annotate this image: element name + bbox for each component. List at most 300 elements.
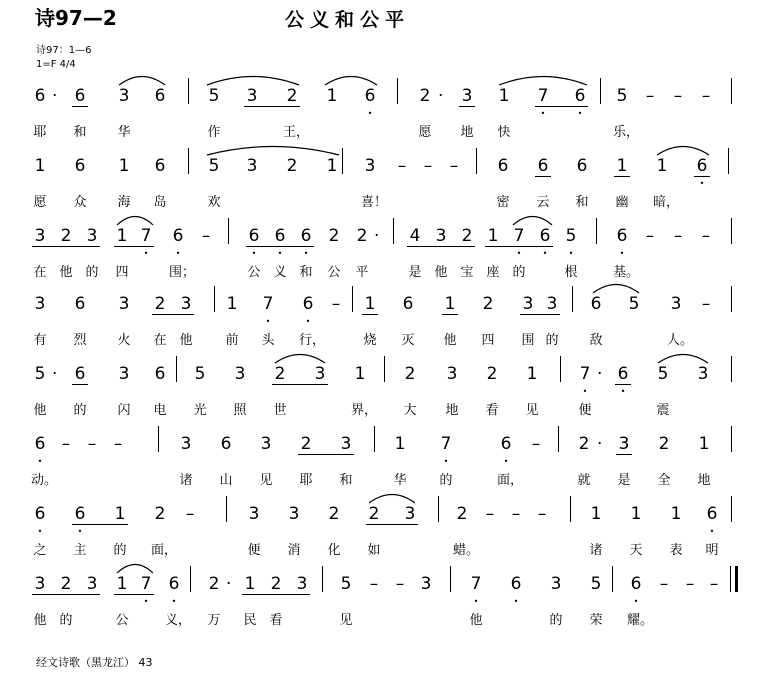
lyric-syllable: 荣 <box>589 613 603 628</box>
note-digit: 6 <box>539 226 551 246</box>
barline <box>558 426 559 452</box>
augmentation-dot: · <box>597 364 603 384</box>
lyric-syllable: 欢 <box>207 195 221 210</box>
eighth-beam <box>244 106 300 107</box>
note <box>587 504 605 524</box>
note-digit: 7 <box>140 226 152 246</box>
note <box>311 364 329 384</box>
lower-octave-dot: • <box>37 457 43 466</box>
footer-source: 经文诗歌（黑龙江） 43 <box>36 656 153 669</box>
augmentation-dot: · <box>52 364 58 384</box>
lyric-syllable: 围； <box>169 265 196 280</box>
note-digit: 5 <box>616 86 628 106</box>
lyric-syllable: 是 <box>617 473 631 488</box>
note <box>627 504 645 524</box>
lyric-syllable: 他 <box>59 265 73 280</box>
note-digit: 2 <box>461 226 473 246</box>
lyric-syllable: 见 <box>339 613 353 628</box>
lyric-syllable: 之 <box>33 543 47 558</box>
lower-octave-dot: • <box>473 597 479 606</box>
note-digit: 2 <box>419 86 431 106</box>
lyric-syllable: 消 <box>287 543 301 558</box>
extension-dash: – <box>645 226 655 246</box>
lower-octave-dot: • <box>709 527 715 536</box>
barline <box>572 286 573 312</box>
note <box>245 504 263 524</box>
note <box>325 504 343 524</box>
lyric-syllable: 耶 <box>33 125 47 140</box>
note-digit: 7 <box>513 226 525 246</box>
note <box>205 156 223 176</box>
lyric-syllable: 公 <box>247 265 261 280</box>
note <box>510 226 528 258</box>
note-digit: 3 <box>435 226 447 246</box>
note <box>519 294 537 314</box>
note-digit: 3 <box>314 364 326 384</box>
lyric-syllable: 根 <box>564 265 578 280</box>
note <box>653 156 671 176</box>
note <box>443 364 461 384</box>
note <box>361 86 379 118</box>
note <box>575 434 593 454</box>
note-digit: 6 <box>574 86 586 106</box>
note-digit: 3 <box>34 226 46 246</box>
note-digit: 1 <box>326 156 338 176</box>
note <box>325 226 343 246</box>
lyric-syllable: 前 <box>225 333 239 348</box>
lyric-syllable: 如 <box>367 543 381 558</box>
lyric-syllable: 和 <box>575 195 589 210</box>
extension-dash: – <box>531 434 541 454</box>
note-digit: 5 <box>657 364 669 384</box>
note <box>243 156 261 176</box>
lyrics-line-1 <box>0 124 760 148</box>
note-digit: 3 <box>461 86 473 106</box>
eighth-beam <box>32 594 100 595</box>
note-digit: 6 <box>220 434 232 454</box>
lyric-syllable: 幽 <box>615 195 629 210</box>
note-digit: 1 <box>354 364 366 384</box>
lower-octave-dot: • <box>251 249 257 258</box>
note <box>113 574 131 594</box>
lyric-syllable: 他 <box>33 613 47 628</box>
note <box>534 86 552 118</box>
note-digit: 5 <box>590 574 602 594</box>
note-digit: 1 <box>114 504 126 524</box>
note <box>283 86 301 106</box>
slur <box>274 350 326 364</box>
augmentation-dot: · <box>374 226 380 246</box>
lyric-syllable: 座 <box>486 265 500 280</box>
note <box>667 294 685 314</box>
note <box>571 86 589 118</box>
note-digit: 6 <box>154 86 166 106</box>
lyric-syllable: 他 <box>179 333 193 348</box>
note <box>151 86 169 106</box>
extension-dash: – <box>185 504 195 524</box>
lyric-syllable: 万 <box>207 613 221 628</box>
eighth-beam <box>520 314 560 315</box>
barline <box>438 496 439 522</box>
barline <box>352 286 353 312</box>
barline <box>158 426 159 452</box>
note <box>361 294 379 314</box>
lyric-syllable: 四 <box>115 265 129 280</box>
extension-dash: – <box>709 574 719 594</box>
note-digit: 6 <box>74 504 86 524</box>
note <box>165 574 183 606</box>
lyric-syllable: 和 <box>73 125 87 140</box>
eighth-beam <box>407 246 475 247</box>
note-digit: 6 <box>537 156 549 176</box>
lyric-syllable: 天 <box>629 543 643 558</box>
lower-octave-dot: • <box>540 109 546 118</box>
lyric-syllable: 诸 <box>179 473 193 488</box>
barline <box>393 218 394 244</box>
note <box>267 574 285 594</box>
eighth-beam <box>459 106 475 107</box>
lyric-syllable: 耀。 <box>627 613 654 628</box>
augmentation-dot: · <box>52 86 58 106</box>
note <box>71 294 89 314</box>
extension-dash: – <box>87 434 97 454</box>
slur <box>368 490 416 504</box>
lyric-syllable: 义， <box>165 613 192 628</box>
note-digit: 2 <box>274 364 286 384</box>
note <box>151 504 169 524</box>
note <box>243 86 261 106</box>
eighth-beam <box>366 524 418 525</box>
note <box>223 294 241 314</box>
note <box>484 226 502 246</box>
note <box>432 226 450 246</box>
note <box>613 226 631 258</box>
note <box>495 86 513 106</box>
note <box>177 434 195 454</box>
lyric-syllable: 民 <box>243 613 257 628</box>
lyric-syllable: 公 <box>327 265 341 280</box>
note-digit: 3 <box>260 434 272 454</box>
note-digit: 6 <box>630 574 642 594</box>
extension-dash: – <box>511 504 521 524</box>
note <box>406 226 424 246</box>
lyric-syllable: 王， <box>283 125 310 140</box>
extension-dash: – <box>331 294 341 314</box>
lyric-syllable: 公 <box>115 613 129 628</box>
barline <box>570 496 571 522</box>
barline <box>600 78 601 104</box>
note <box>31 86 49 106</box>
note-digit: 3 <box>86 226 98 246</box>
note-digit: 3 <box>180 294 192 314</box>
note <box>543 294 561 314</box>
lyric-syllable: 明 <box>705 543 719 558</box>
lyric-syllable: 山 <box>219 473 233 488</box>
eighth-beam <box>615 384 631 385</box>
note <box>31 364 49 384</box>
note <box>31 156 49 176</box>
note <box>323 156 341 176</box>
note <box>205 86 223 106</box>
note-digit: 6 <box>576 156 588 176</box>
lyric-syllable: 见 <box>259 473 273 488</box>
lyric-syllable: 的 <box>545 333 559 348</box>
note-digit: 2 <box>328 226 340 246</box>
lyric-syllable: 就 <box>577 473 591 488</box>
barline <box>226 496 227 522</box>
lyric-syllable: 地 <box>445 403 459 418</box>
note-digit: 6 <box>34 504 46 524</box>
note <box>83 226 101 246</box>
slur <box>206 72 300 86</box>
lyric-syllable: 义 <box>273 265 287 280</box>
note <box>245 226 263 258</box>
note <box>337 574 355 594</box>
note <box>625 294 643 314</box>
eighth-beam <box>72 384 88 385</box>
note <box>169 226 187 258</box>
barline <box>188 148 189 174</box>
barline <box>450 566 451 592</box>
note-digit: 6 <box>696 156 708 176</box>
note-digit: 6 <box>616 226 628 246</box>
note-digit: 3 <box>86 574 98 594</box>
note <box>115 156 133 176</box>
note-digit: 3 <box>340 434 352 454</box>
lower-octave-dot: • <box>620 387 626 396</box>
eighth-beam <box>614 176 630 177</box>
note-digit: 6 <box>74 364 86 384</box>
note-digit: 3 <box>446 364 458 384</box>
note <box>416 86 434 106</box>
note <box>113 226 131 246</box>
eighth-beam <box>362 314 378 315</box>
lyric-syllable: 在 <box>33 265 47 280</box>
lyrics-line-7 <box>0 542 760 566</box>
note <box>151 294 169 314</box>
note-digit: 6 <box>364 86 376 106</box>
notation-line-2 <box>0 156 760 188</box>
note <box>31 294 49 314</box>
eighth-beam <box>694 176 710 177</box>
note <box>587 294 605 314</box>
lyric-syllable: 快 <box>497 125 511 140</box>
note <box>391 434 409 454</box>
note-digit: 6 <box>510 574 522 594</box>
lyric-syllable: 的 <box>549 613 563 628</box>
lower-octave-dot: • <box>171 597 177 606</box>
augmentation-dot: · <box>438 86 444 106</box>
note-digit: 1 <box>226 294 238 314</box>
note-digit: 6 <box>172 226 184 246</box>
note <box>191 364 209 384</box>
note-digit: 5 <box>208 86 220 106</box>
note-digit: 2 <box>658 434 670 454</box>
lyric-syllable: 照 <box>233 403 247 418</box>
lower-octave-dot: • <box>503 457 509 466</box>
note-digit: 6 <box>74 86 86 106</box>
note-digit: 1 <box>526 364 538 384</box>
slur <box>116 212 154 226</box>
note-digit: 3 <box>670 294 682 314</box>
barline <box>228 218 229 244</box>
note-digit: 2 <box>356 226 368 246</box>
barline <box>612 566 613 592</box>
note-digit: 5 <box>340 574 352 594</box>
extension-dash: – <box>397 156 407 176</box>
lyric-syllable: 看 <box>485 403 499 418</box>
note-digit: 1 <box>630 504 642 524</box>
note <box>401 504 419 524</box>
lower-octave-dot: • <box>577 109 583 118</box>
note-digit: 5 <box>194 364 206 384</box>
note <box>587 574 605 594</box>
note <box>534 156 552 176</box>
barline <box>342 148 343 174</box>
note-digit: 3 <box>34 294 46 314</box>
note-digit: 1 <box>487 226 499 246</box>
note-digit: 2 <box>208 574 220 594</box>
lyric-syllable: 头 <box>261 333 275 348</box>
barline <box>188 78 189 104</box>
lyric-syllable: 基。 <box>613 265 640 280</box>
lower-octave-dot: • <box>277 249 283 258</box>
note-digit: 3 <box>522 294 534 314</box>
extension-dash: – <box>485 504 495 524</box>
eighth-beam <box>298 454 354 455</box>
lower-octave-dot: • <box>619 249 625 258</box>
lyric-syllable: 海 <box>117 195 131 210</box>
note-digit: 7 <box>537 86 549 106</box>
lyric-syllable: 四 <box>481 333 495 348</box>
note-digit: 5 <box>34 364 46 384</box>
lyric-syllable: 耶 <box>299 473 313 488</box>
note <box>177 294 195 314</box>
slur <box>206 142 340 156</box>
note <box>205 574 223 594</box>
note-digit: 3 <box>546 294 558 314</box>
barline <box>731 218 732 244</box>
lyrics-line-4 <box>0 332 760 356</box>
extension-dash: – <box>701 226 711 246</box>
lyric-syllable: 世 <box>273 403 287 418</box>
extension-dash: – <box>113 434 123 454</box>
eighth-beam <box>72 524 128 525</box>
extension-dash: – <box>369 574 379 594</box>
lyric-syllable: 行， <box>299 333 326 348</box>
lower-octave-dot: • <box>582 387 588 396</box>
note-digit: 6 <box>500 434 512 454</box>
note <box>299 294 317 326</box>
lyric-syllable: 地 <box>697 473 711 488</box>
note-digit: 6 <box>274 226 286 246</box>
lyric-syllable: 主 <box>73 543 87 558</box>
lyric-syllable: 地 <box>460 125 474 140</box>
note-digit: 6 <box>74 156 86 176</box>
note-digit: 1 <box>326 86 338 106</box>
note <box>151 364 169 384</box>
lyric-syllable: 的 <box>439 473 453 488</box>
note-digit: 1 <box>34 156 46 176</box>
lyric-syllable: 乐， <box>613 125 640 140</box>
notation-line-5 <box>0 364 760 396</box>
note-digit: 6 <box>300 226 312 246</box>
lyric-syllable: 火 <box>117 333 131 348</box>
barline <box>214 286 215 312</box>
lyric-syllable: 蜡。 <box>453 543 480 558</box>
extension-dash: – <box>537 504 547 524</box>
note <box>71 504 89 536</box>
lyric-syllable: 震 <box>656 403 670 418</box>
note <box>458 86 476 106</box>
note-digit: 7 <box>140 574 152 594</box>
note-digit: 2 <box>154 294 166 314</box>
note <box>115 364 133 384</box>
note <box>417 574 435 594</box>
lower-octave-dot: • <box>305 317 311 326</box>
note <box>573 156 591 176</box>
lyric-syllable: 敌 <box>589 333 603 348</box>
note <box>399 294 417 314</box>
note-digit: 3 <box>296 574 308 594</box>
note-digit: 3 <box>180 434 192 454</box>
extension-dash: – <box>673 86 683 106</box>
note <box>31 504 49 536</box>
eighth-beam <box>246 246 314 247</box>
note-digit: 6 <box>497 156 509 176</box>
note <box>483 364 501 384</box>
note <box>297 226 315 258</box>
note <box>293 574 311 594</box>
eighth-beam <box>272 384 328 385</box>
note-digit: 1 <box>656 156 668 176</box>
note-digit: 6 <box>168 574 180 594</box>
notation-line-3 <box>0 226 760 258</box>
extension-dash: – <box>659 574 669 594</box>
eighth-beam <box>242 594 310 595</box>
note <box>614 364 632 396</box>
extension-dash: – <box>645 86 655 106</box>
note <box>627 574 645 606</box>
lyric-syllable: 暗， <box>653 195 680 210</box>
note <box>31 434 49 466</box>
final-barline <box>735 566 738 592</box>
note <box>693 156 711 188</box>
note <box>111 504 129 524</box>
lower-octave-dot: • <box>175 249 181 258</box>
note-digit: 1 <box>116 574 128 594</box>
note <box>257 434 275 454</box>
lyric-syllable: 华 <box>393 473 407 488</box>
lyrics-line-5 <box>0 402 760 426</box>
note <box>151 156 169 176</box>
lyric-syllable: 他 <box>469 613 483 628</box>
note-digit: 6 <box>706 504 718 524</box>
notation-line-7 <box>0 504 760 536</box>
note <box>479 294 497 314</box>
lyric-syllable: 愿 <box>418 125 432 140</box>
lower-octave-dot: • <box>633 597 639 606</box>
note-digit: 6 <box>590 294 602 314</box>
note <box>365 504 383 524</box>
note-digit: 6 <box>154 364 166 384</box>
note <box>137 574 155 606</box>
lower-octave-dot: • <box>516 249 522 258</box>
barline <box>728 148 729 174</box>
note <box>271 226 289 258</box>
note-digit: 1 <box>118 156 130 176</box>
slur <box>657 350 709 364</box>
